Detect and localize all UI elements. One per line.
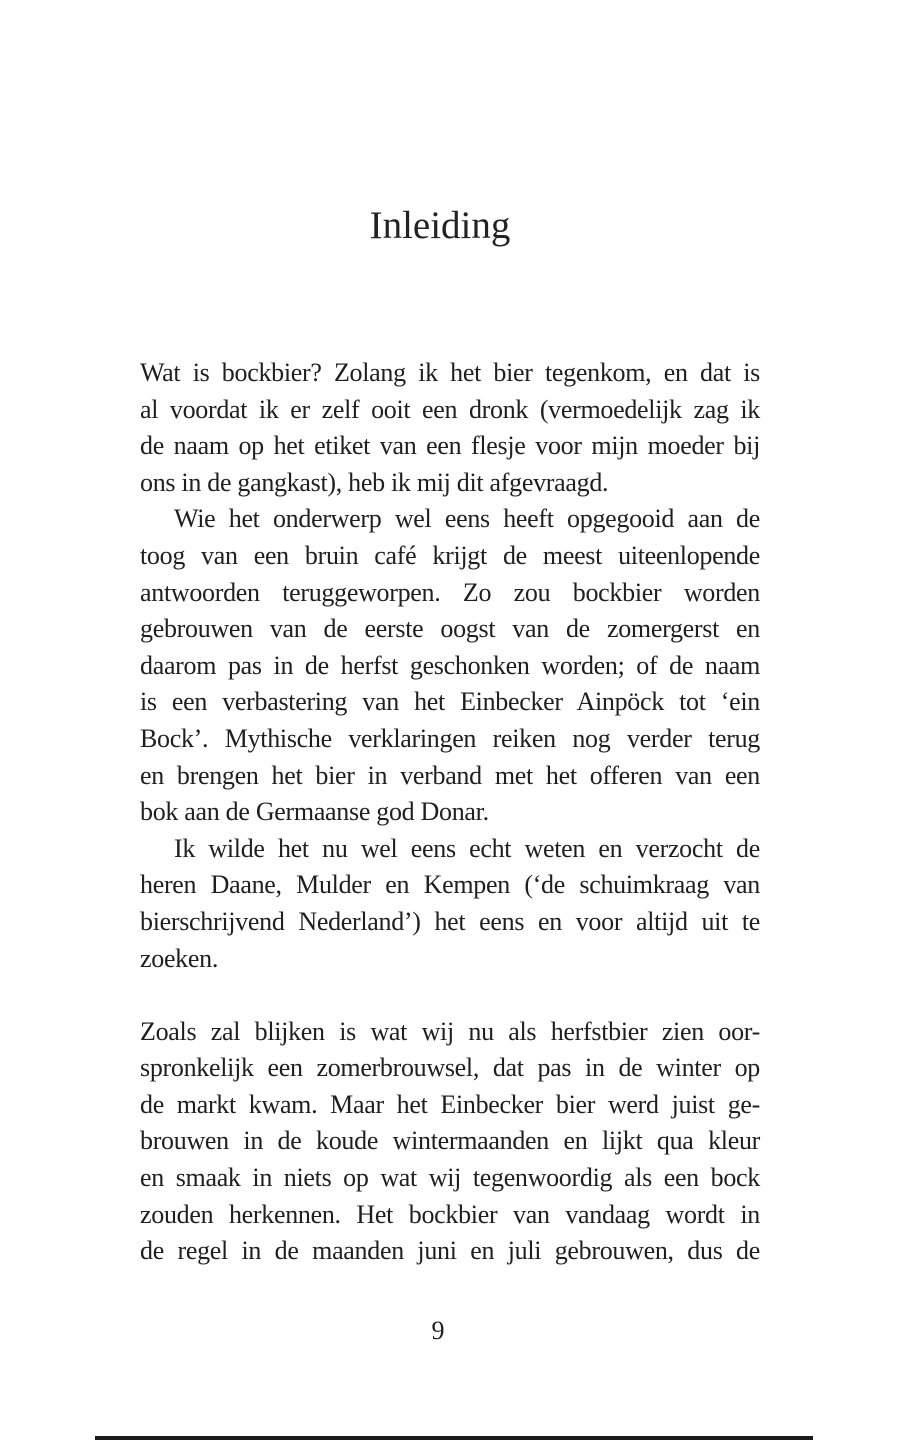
section-gap <box>140 977 760 1014</box>
text-line: Ik wilde het nu wel eens echt weten en verzocht de <box>174 833 760 863</box>
text-line: al voordat ik er zelf ooit een dronk (vermoedelijk zag ik <box>140 394 760 424</box>
text-line: bierschrijvend Nederland’) het eens en voor altijd uit te <box>140 906 760 936</box>
text-line: Zoals zal blijken is wat wij nu als herfstbier zien oor- <box>140 1016 760 1046</box>
text-line: zouden herkennen. Het bockbier van vandaag wordt in <box>140 1199 760 1229</box>
text-line: bok aan de Germaanse god Donar. <box>140 797 489 827</box>
page-number: 9 <box>431 1316 445 1345</box>
text-line: zoeken. <box>140 943 219 973</box>
text-line: antwoorden teruggeworpen. Zo zou bockbier worden <box>140 577 760 607</box>
text-line: spronkelijk een zomerbrouwsel, dat pas in de winter op <box>140 1053 760 1083</box>
text-line: en smaak in niets op wat wij tegenwoordig als een bock <box>140 1163 760 1193</box>
page-title: Inleiding <box>369 204 511 247</box>
text-block <box>140 355 760 1270</box>
text-line: de regel in de maanden juni en juli gebrouwen, dus de <box>140 1236 760 1266</box>
text-line: brouwen in de koude wintermaanden en lijkt qua kleur <box>140 1126 760 1156</box>
text-line: heren Daane, Mulder en Kempen (‘de schuimkraag van <box>140 870 760 900</box>
text-line: Bock’. Mythische verklaringen reiken nog verder terug <box>140 723 760 753</box>
text-line: en brengen het bier in verband met het offeren van een <box>140 760 760 790</box>
text-line: daarom pas in de herfst geschonken worden; of de naam <box>140 650 760 680</box>
text-line: toog van een bruin café krijgt de meest uiteenlopende <box>140 540 760 570</box>
text-line: ons in de gangkast), heb ik mij dit afgevraagd. <box>140 467 609 497</box>
bottom-edge-line <box>95 1436 813 1440</box>
text-line: de markt kwam. Maar het Einbecker bier werd juist ge- <box>140 1089 760 1119</box>
text-line: Wie het onderwerp wel eens heeft opgegooid aan de <box>174 504 760 534</box>
text-line: gebrouwen van de eerste oogst van de zomergerst en <box>140 614 760 644</box>
text-line: is een verbastering van het Einbecker Ainpöck tot ‘ein <box>140 687 760 717</box>
text-line: Wat is bockbier? Zolang ik het bier tegenkom, en dat is <box>140 358 760 387</box>
text-line: de naam op het etiket van een flesje voor mijn moeder bij <box>140 431 760 461</box>
